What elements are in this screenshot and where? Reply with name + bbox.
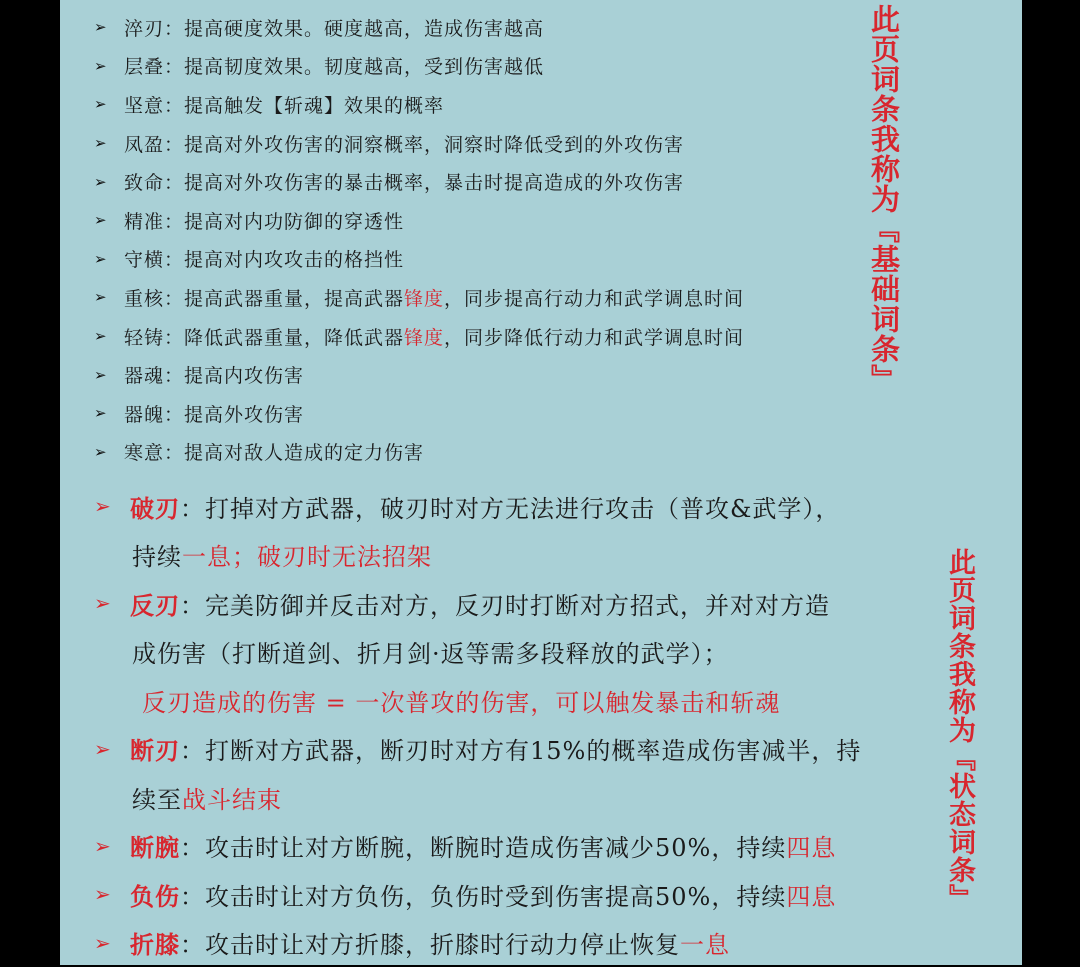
affix-text: 器魄：提高外攻伤害	[124, 400, 304, 427]
list-item	[94, 240, 854, 279]
affix-text: 精准：提高对内功防御的穿透性	[124, 207, 404, 234]
affix-highlight: 锋度	[404, 323, 444, 350]
affix-text: 守横：提高对内攻攻击的格挡性	[124, 245, 404, 272]
arrow-bullet-icon: ➢	[94, 288, 124, 306]
arrow-bullet-icon: ➢	[94, 57, 124, 75]
list-item	[94, 579, 904, 628]
list-item	[94, 317, 854, 356]
arrow-bullet-icon: ➢	[94, 494, 130, 518]
affix-text: 重核：提高武器重量，提高武器	[124, 284, 404, 311]
affix-text: ：打断对方武器，断刃时对方有15%的概率造成伤害减半，持	[180, 731, 861, 766]
arrow-bullet-icon: ➢	[94, 173, 124, 191]
list-item	[94, 870, 904, 919]
list-item-continuation	[94, 628, 904, 677]
arrow-bullet-icon: ➢	[94, 327, 124, 345]
list-item	[94, 47, 854, 86]
affix-text: 层叠：提高韧度效果。韧度越高，受到伤害越低	[124, 52, 544, 79]
list-item	[94, 162, 854, 201]
list-item	[94, 822, 904, 871]
affix-highlight: 四息	[786, 828, 836, 863]
affix-text: 寒意：提高对敌人造成的定力伤害	[124, 438, 424, 465]
affix-highlight: 四息	[786, 877, 836, 912]
affix-name: 折膝	[130, 925, 180, 960]
affix-text: 轻铸：降低武器重量，降低武器	[124, 323, 404, 350]
affix-name: 负伤	[130, 877, 180, 912]
list-item-continuation	[94, 531, 904, 580]
arrow-bullet-icon: ➢	[94, 211, 124, 229]
affix-highlight: 一息；破刃时无法招架	[182, 537, 432, 572]
affix-text: 续至	[132, 780, 182, 815]
affix-text: 凤盈：提高对外攻伤害的洞察概率，洞察时降低受到的外攻伤害	[124, 130, 684, 157]
affix-name: 断腕	[130, 828, 180, 863]
affix-text: 坚意：提高触发【斩魂】效果的概率	[124, 91, 444, 118]
affix-name: 反刃	[130, 586, 180, 621]
arrow-bullet-icon: ➢	[94, 250, 124, 268]
arrow-bullet-icon: ➢	[94, 366, 124, 384]
affix-name: 破刃	[130, 489, 180, 524]
affix-text: ：攻击时让对方断腕，断腕时造成伤害减少50%，持续	[180, 828, 786, 863]
affix-highlight: 一息	[680, 925, 730, 960]
basic-affix-label: 此页词条我称为『基础词条』	[866, 4, 902, 394]
list-item	[94, 8, 854, 47]
list-item	[94, 725, 904, 774]
list-item	[94, 124, 854, 163]
affix-text: 成伤害（打断道剑、折月剑·返等需多段释放的武学）；	[132, 634, 729, 669]
affix-text: ：打掉对方武器，破刃时对方无法进行攻击（普攻&武学），	[180, 489, 840, 524]
state-affix-list	[94, 482, 904, 967]
list-item	[94, 201, 854, 240]
affix-text: ：攻击时让对方折膝，折膝时行动力停止恢复	[180, 925, 680, 960]
arrow-bullet-icon: ➢	[94, 834, 130, 858]
arrow-bullet-icon: ➢	[94, 134, 124, 152]
arrow-bullet-icon: ➢	[94, 882, 130, 906]
affix-note-text: 反刃造成的伤害 = 一次普攻的伤害，可以触发暴击和斩魂	[142, 683, 780, 718]
list-item	[94, 919, 904, 967]
affix-highlight: 战斗结束	[182, 780, 282, 815]
arrow-bullet-icon: ➢	[94, 18, 124, 36]
affix-text: 器魂：提高内攻伤害	[124, 361, 304, 388]
arrow-bullet-icon: ➢	[94, 737, 130, 761]
arrow-bullet-icon: ➢	[94, 591, 130, 615]
arrow-bullet-icon: ➢	[94, 931, 130, 955]
affix-text: 淬刃：提高硬度效果。硬度越高，造成伤害越高	[124, 14, 544, 41]
state-affix-label: 此页词条我称为『状态词条』	[942, 548, 976, 912]
affix-text: 持续	[132, 537, 182, 572]
affix-text: 致命：提高对外攻伤害的暴击概率，暴击时提高造成的外攻伤害	[124, 168, 684, 195]
list-item	[94, 85, 854, 124]
affix-text: ：攻击时让对方负伤，负伤时受到伤害提高50%，持续	[180, 877, 786, 912]
affix-note	[94, 676, 904, 725]
list-item	[94, 394, 854, 433]
arrow-bullet-icon: ➢	[94, 404, 124, 422]
arrow-bullet-icon: ➢	[94, 443, 124, 461]
affix-name: 断刃	[130, 731, 180, 766]
list-item	[94, 433, 854, 472]
affix-highlight: 锋度	[404, 284, 444, 311]
list-item-continuation	[94, 773, 904, 822]
affix-text-suffix: ，同步提高行动力和武学调息时间	[444, 284, 744, 311]
affix-text: ：完美防御并反击对方，反刃时打断对方招式，并对对方造	[180, 586, 830, 621]
arrow-bullet-icon: ➢	[94, 95, 124, 113]
list-item	[94, 482, 904, 531]
affix-text-suffix: ，同步降低行动力和武学调息时间	[444, 323, 744, 350]
list-item	[94, 355, 854, 394]
list-item	[94, 278, 854, 317]
basic-affix-list	[94, 8, 854, 471]
